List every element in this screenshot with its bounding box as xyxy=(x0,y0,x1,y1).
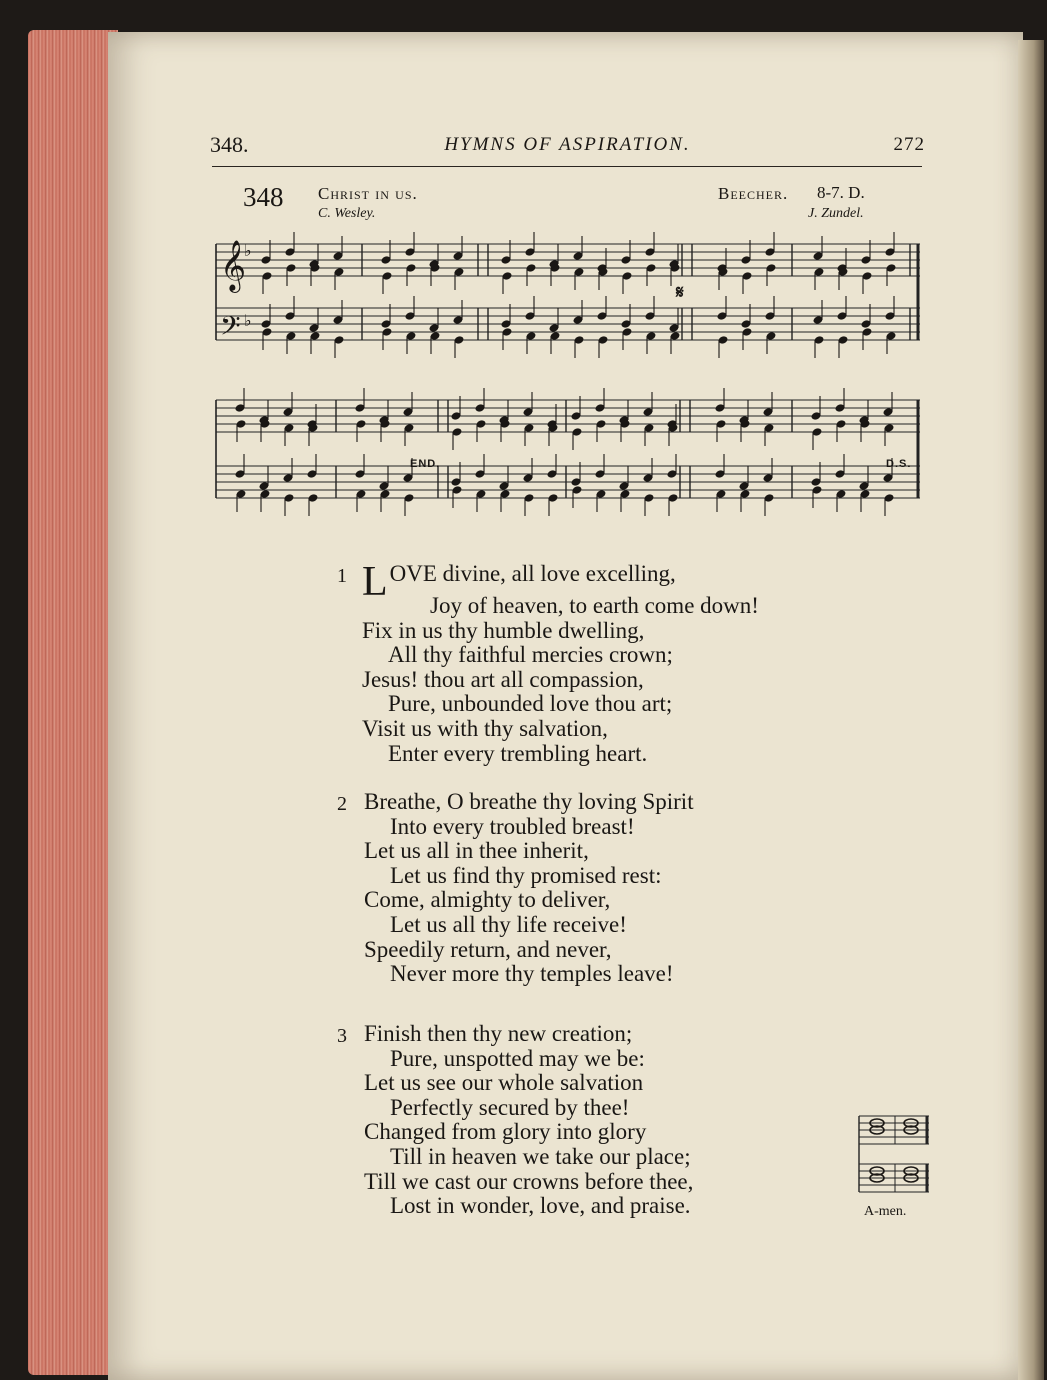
verse-line: Lost in wonder, love, and praise. xyxy=(390,1193,691,1219)
page-gutter-shadow xyxy=(1018,40,1044,1380)
verse-line: LOVE divine, all love excelling, xyxy=(362,559,676,605)
verse-line: Let us all in thee inherit, xyxy=(364,838,589,864)
verse-line: Let us find thy promised rest: xyxy=(390,862,662,888)
verse-line: Joy of heaven, to earth come down! xyxy=(430,593,759,618)
verse-line: Speedily return, and never, xyxy=(364,936,612,962)
flat-key-signature-icon: ♭ xyxy=(244,241,252,260)
verse-2 xyxy=(337,789,860,987)
segno-sign: 𝄋 xyxy=(676,282,685,303)
verse-line: Visit us with thy salvation, xyxy=(362,715,608,741)
verse-line: Enter every trembling heart. xyxy=(388,740,648,766)
verse-line: Changed from glory into glory xyxy=(364,1119,647,1145)
flat-key-signature-icon: ♭ xyxy=(244,311,252,330)
tune-name: Beecher. xyxy=(718,184,789,203)
verse-line: Till in heaven we take our place; xyxy=(390,1143,691,1169)
end-label: END. xyxy=(410,458,441,470)
treble-clef-icon: 𝄞 xyxy=(220,240,247,291)
verse-number: 3 xyxy=(337,1025,347,1047)
ds-label: D.S. xyxy=(886,458,912,470)
verse-line: Fix in us thy humble dwelling, xyxy=(362,617,645,643)
amen-score xyxy=(855,1108,935,1218)
bass-clef-icon: 𝄢 xyxy=(220,310,241,348)
hymn-composer: J. Zundel. xyxy=(808,206,864,221)
verse-line: Finish then thy new creation; xyxy=(364,1021,633,1046)
verse-number: 2 xyxy=(337,793,347,815)
verse-line: Let us see our whole salvation xyxy=(364,1070,644,1096)
verse-line: Perfectly secured by thee! xyxy=(390,1094,630,1120)
verse-line: All thy faithful mercies crown; xyxy=(388,642,673,668)
amen-notation-graphic xyxy=(855,1108,935,1204)
verse-line: Come, almighty to deliver, xyxy=(364,887,611,913)
verse-line: Breathe, O breathe thy loving Spirit xyxy=(364,789,694,814)
music-score xyxy=(210,222,925,542)
verse-line: Let us all thy life receive! xyxy=(390,911,627,937)
verse-3 xyxy=(337,1021,860,1219)
running-head-section: HYMNS OF ASPIRATION. xyxy=(444,134,691,155)
verse-line: Into every troubled breast! xyxy=(390,813,635,839)
hymn-number: 348 xyxy=(243,182,284,212)
verse-line: Jesus! thou art all compassion, xyxy=(362,666,644,692)
running-head-page-number: 272 xyxy=(893,134,925,155)
hymn-meter: 8-7. D. xyxy=(817,183,865,202)
running-head xyxy=(210,132,925,162)
header-rule xyxy=(212,166,922,167)
hymn-title: Christ in us. xyxy=(318,184,418,203)
running-head-page-label: 348. xyxy=(210,132,249,157)
hymn-author: C. Wesley. xyxy=(318,206,376,221)
verse-1 xyxy=(337,559,860,766)
amen-label: A-men. xyxy=(864,1204,907,1219)
verse-line: Pure, unbounded love thou art; xyxy=(388,691,673,717)
book-page-edges xyxy=(28,30,118,1375)
verse-line: Pure, unspotted may we be: xyxy=(390,1045,645,1071)
verse-number: 1 xyxy=(337,565,347,587)
drop-cap: L xyxy=(362,559,388,605)
verse-line: Till we cast our crowns before thee, xyxy=(364,1168,694,1194)
verse-line: Never more thy temples leave! xyxy=(390,961,674,987)
music-notation-graphic xyxy=(210,222,925,542)
